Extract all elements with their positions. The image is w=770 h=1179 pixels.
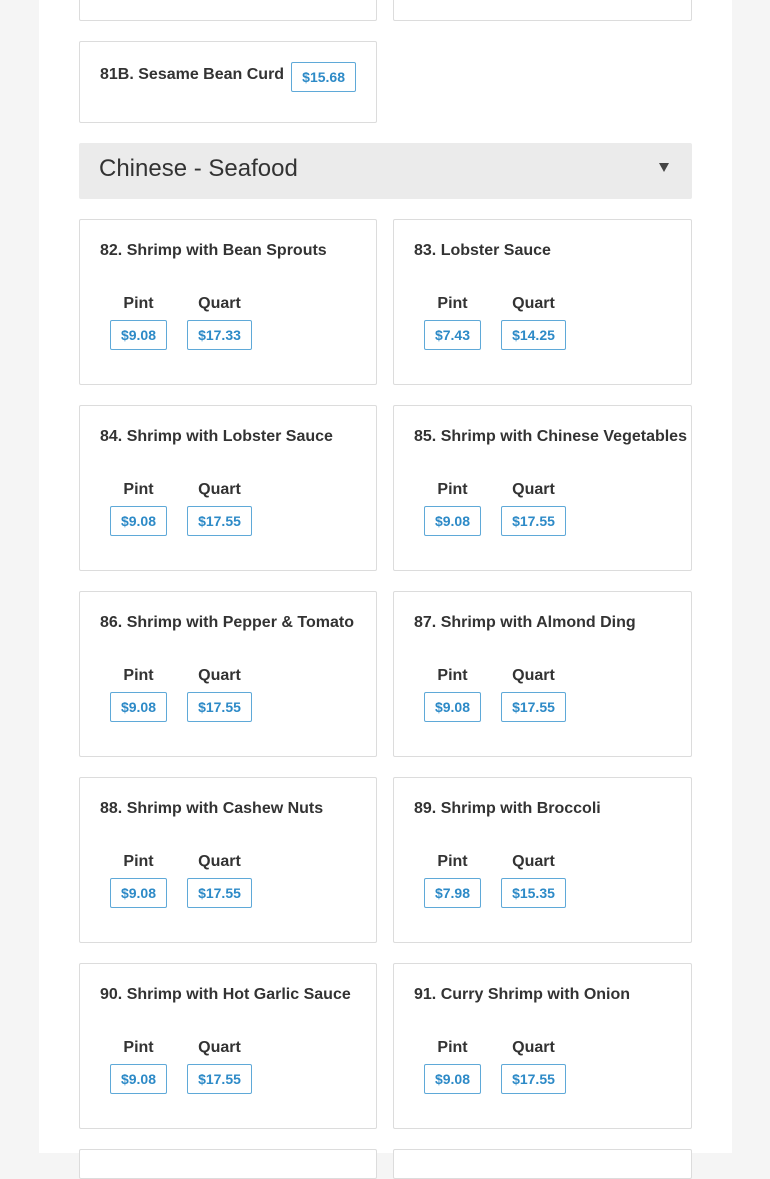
size-label-quart: Quart bbox=[512, 667, 555, 684]
quart-price-button[interactable]: $17.33 bbox=[187, 320, 252, 350]
item-name: 83. Lobster Sauce bbox=[414, 242, 551, 259]
menu-item-card[interactable] bbox=[393, 405, 692, 571]
quart-price-button[interactable]: $17.55 bbox=[187, 1064, 252, 1094]
menu-item-card[interactable] bbox=[79, 405, 377, 571]
size-label-quart: Quart bbox=[198, 667, 241, 684]
pint-price-button[interactable]: $9.08 bbox=[110, 320, 167, 350]
size-label-quart: Quart bbox=[512, 295, 555, 312]
quart-price-button[interactable]: $17.55 bbox=[187, 506, 252, 536]
item-name: 91. Curry Shrimp with Onion bbox=[414, 986, 631, 1003]
pint-price-button[interactable]: $9.08 bbox=[110, 878, 167, 908]
menu-page bbox=[39, 0, 732, 1153]
size-label-pint: Pint bbox=[123, 667, 154, 684]
item-name: 88. Shrimp with Cashew Nuts bbox=[100, 800, 324, 817]
size-label-quart: Quart bbox=[198, 1039, 241, 1056]
quart-price-button[interactable]: $14.25 bbox=[501, 320, 566, 350]
size-label-pint: Pint bbox=[437, 481, 468, 498]
menu-item-card[interactable] bbox=[393, 963, 692, 1129]
size-label-pint: Pint bbox=[123, 1039, 154, 1056]
menu-item-card[interactable] bbox=[393, 219, 692, 385]
pint-price-button[interactable]: $9.08 bbox=[424, 1064, 481, 1094]
item-name: 84. Shrimp with Lobster Sauce bbox=[100, 428, 333, 445]
size-label-pint: Pint bbox=[123, 853, 154, 870]
price-button[interactable]: $15.68 bbox=[291, 62, 356, 92]
menu-item-card-partial[interactable] bbox=[393, 0, 692, 21]
menu-item-card[interactable] bbox=[393, 777, 692, 943]
menu-item-card-partial[interactable] bbox=[79, 0, 377, 21]
pint-price-button[interactable]: $9.08 bbox=[110, 506, 167, 536]
size-label-pint: Pint bbox=[437, 295, 468, 312]
size-label-quart: Quart bbox=[512, 1039, 555, 1056]
size-label-pint: Pint bbox=[437, 1039, 468, 1056]
size-label-quart: Quart bbox=[512, 853, 555, 870]
size-label-pint: Pint bbox=[437, 667, 468, 684]
quart-price-button[interactable]: $17.55 bbox=[501, 1064, 566, 1094]
menu-item-card[interactable] bbox=[79, 219, 377, 385]
size-label-quart: Quart bbox=[198, 295, 241, 312]
pint-price-button[interactable]: $9.08 bbox=[424, 692, 481, 722]
size-label-quart: Quart bbox=[512, 481, 555, 498]
item-name: 90. Shrimp with Hot Garlic Sauce bbox=[100, 986, 351, 1003]
menu-item-card[interactable] bbox=[79, 963, 377, 1129]
quart-price-button[interactable]: $17.55 bbox=[501, 692, 566, 722]
menu-item-card[interactable] bbox=[393, 591, 692, 757]
pint-price-button[interactable]: $7.98 bbox=[424, 878, 481, 908]
chevron-down-icon[interactable] bbox=[659, 163, 669, 172]
size-label-pint: Pint bbox=[123, 295, 154, 312]
section-title: Chinese - Seafood bbox=[99, 155, 298, 182]
item-name: 82. Shrimp with Bean Sprouts bbox=[100, 242, 327, 259]
size-label-pint: Pint bbox=[437, 853, 468, 870]
menu-item-card-partial[interactable] bbox=[79, 1149, 377, 1179]
item-name: 89. Shrimp with Broccoli bbox=[414, 800, 601, 817]
item-name: 85. Shrimp with Chinese Vegetables bbox=[414, 428, 687, 445]
menu-item-card[interactable] bbox=[79, 41, 377, 123]
size-label-quart: Quart bbox=[198, 481, 241, 498]
pint-price-button[interactable]: $7.43 bbox=[424, 320, 481, 350]
pint-price-button[interactable]: $9.08 bbox=[110, 692, 167, 722]
size-label-pint: Pint bbox=[123, 481, 154, 498]
item-name: 86. Shrimp with Pepper & Tomato bbox=[100, 614, 354, 631]
quart-price-button[interactable]: $17.55 bbox=[187, 692, 252, 722]
size-label-quart: Quart bbox=[198, 853, 241, 870]
section-header-chinese-seafood[interactable] bbox=[79, 143, 692, 199]
pint-price-button[interactable]: $9.08 bbox=[424, 506, 481, 536]
item-name: 81B. Sesame Bean Curd bbox=[100, 66, 285, 83]
menu-item-card[interactable] bbox=[79, 591, 377, 757]
menu-item-card[interactable] bbox=[79, 777, 377, 943]
item-name: 87. Shrimp with Almond Ding bbox=[414, 614, 636, 631]
pint-price-button[interactable]: $9.08 bbox=[110, 1064, 167, 1094]
menu-item-card-partial[interactable] bbox=[393, 1149, 692, 1179]
quart-price-button[interactable]: $15.35 bbox=[501, 878, 566, 908]
quart-price-button[interactable]: $17.55 bbox=[501, 506, 566, 536]
quart-price-button[interactable]: $17.55 bbox=[187, 878, 252, 908]
